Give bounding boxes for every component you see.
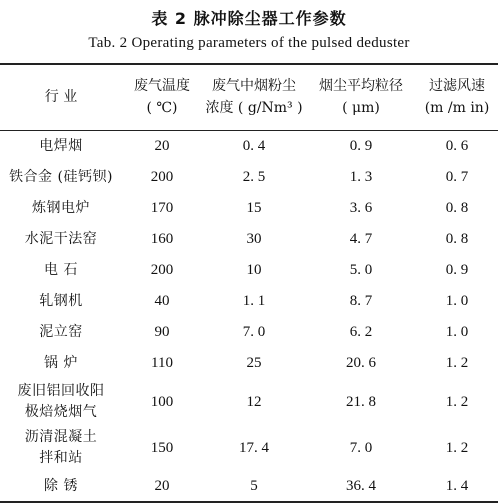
cell-temperature: 20 <box>154 137 170 154</box>
cell-concentration: 10 <box>246 262 262 278</box>
cell-particle-size: 0. 9 <box>349 137 373 154</box>
table-row <box>0 317 498 348</box>
cell-temperature: 170 <box>150 200 174 216</box>
header-filter-velocity-line1: 过滤风速 <box>429 78 485 95</box>
cell-particle-size: 5. 0 <box>349 262 373 278</box>
cell-particle-size: 1. 3 <box>349 169 373 185</box>
cell-industry <box>0 193 122 224</box>
header-concentration <box>202 64 306 130</box>
header-industry: 行 业 <box>44 89 78 106</box>
header-filter-velocity-line2: (m /m in) <box>424 100 490 117</box>
cell-filter-velocity: 0. 8 <box>445 231 469 247</box>
cell-industry <box>0 317 122 348</box>
cell-industry <box>0 224 122 255</box>
header-concentration-line2: 浓度 ( g/Nm³ ) <box>205 100 303 117</box>
cell-temperature: 110 <box>151 355 173 371</box>
table-row <box>0 286 498 317</box>
cell-industry <box>0 255 122 286</box>
cell-industry <box>0 162 122 193</box>
cell-particle-size: 20. 6 <box>346 355 376 371</box>
header-particle-size <box>306 64 416 130</box>
cell-industry-line: 电焊烟 <box>39 137 83 154</box>
cell-temperature: 200 <box>150 262 174 278</box>
cell-industry-line: 泥立窑 <box>39 324 83 340</box>
cell-industry-line: 锅 炉 <box>44 355 78 371</box>
cell-concentration: 0. 4 <box>242 137 266 154</box>
cell-industry <box>0 471 122 502</box>
header-row <box>0 64 498 130</box>
cell-concentration: 7. 0 <box>242 324 266 340</box>
cell-filter-velocity: 1. 2 <box>445 439 469 456</box>
cell-concentration: 17. 4 <box>239 439 269 456</box>
parameters-table <box>0 63 498 503</box>
header-temperature <box>122 64 202 130</box>
header-filter-velocity <box>416 64 498 130</box>
cell-industry-line: 轧钢机 <box>39 293 83 309</box>
header-concentration-line1: 废气中烟粉尘 <box>212 78 296 95</box>
cell-filter-velocity: 0. 8 <box>445 200 469 216</box>
cell-concentration: 25 <box>246 355 262 371</box>
table-body <box>0 130 498 502</box>
table-row <box>0 379 498 425</box>
cell-filter-velocity: 1. 2 <box>445 393 469 410</box>
cell-filter-velocity: 1. 2 <box>445 355 469 371</box>
header-particle-size-line1: 烟尘平均粒径 <box>319 78 403 95</box>
cell-temperature: 100 <box>150 393 174 410</box>
cell-industry-line: 铁合金 (硅钙钡) <box>9 169 113 185</box>
cell-temperature: 160 <box>150 231 174 247</box>
cell-temperature: 90 <box>154 324 170 340</box>
cell-particle-size: 4. 7 <box>349 231 373 247</box>
cell-industry-line: 沥清混凝土 <box>24 429 98 445</box>
cell-industry-line: 电 石 <box>44 262 78 278</box>
cell-concentration: 2. 5 <box>242 169 266 185</box>
cell-industry-line: 水泥干法窑 <box>24 231 98 247</box>
cell-industry <box>0 348 122 379</box>
cell-filter-velocity: 1. 4 <box>445 477 469 494</box>
cell-temperature: 200 <box>150 169 174 185</box>
cell-particle-size: 21. 8 <box>346 393 376 410</box>
cell-industry-line: 废旧铝回收阳 <box>17 383 105 399</box>
cell-particle-size: 3. 6 <box>349 200 373 216</box>
cell-temperature: 20 <box>154 477 170 494</box>
header-particle-size-line2: ( μm) <box>342 100 380 117</box>
cell-concentration: 12 <box>246 393 262 410</box>
cell-concentration: 5 <box>250 477 258 494</box>
header-temperature-line1: 废气温度 <box>134 78 190 95</box>
table-row <box>0 255 498 286</box>
cell-industry-line: 炼钢电炉 <box>32 200 90 216</box>
table-row <box>0 162 498 193</box>
cell-industry-line: 极焙烧烟气 <box>24 404 98 420</box>
table-title-chinese: 表 2 脉冲除尘器工作参数 <box>151 9 347 28</box>
table-title-english: Tab. 2 Operating parameters of the pulsed deduster <box>88 35 410 51</box>
cell-filter-velocity: 0. 6 <box>445 137 469 154</box>
cell-industry <box>0 130 122 162</box>
cell-concentration: 1. 1 <box>242 293 266 309</box>
cell-temperature: 150 <box>150 439 174 456</box>
table-row <box>0 130 498 162</box>
cell-concentration: 15 <box>246 200 262 216</box>
cell-industry <box>0 425 122 471</box>
table-row <box>0 193 498 224</box>
cell-industry <box>0 286 122 317</box>
cell-industry-line: 拌和站 <box>39 450 83 466</box>
cell-filter-velocity: 1. 0 <box>445 324 469 340</box>
header-temperature-line2: ( ℃) <box>146 100 178 117</box>
table-row <box>0 224 498 255</box>
table-row <box>0 471 498 502</box>
table-row <box>0 348 498 379</box>
cell-particle-size: 6. 2 <box>349 324 373 340</box>
cell-filter-velocity: 0. 7 <box>445 169 469 185</box>
cell-temperature: 40 <box>154 293 170 309</box>
table-header <box>0 64 498 130</box>
cell-filter-velocity: 0. 9 <box>445 262 469 278</box>
cell-industry <box>0 379 122 425</box>
cell-concentration: 30 <box>246 231 262 247</box>
cell-particle-size: 8. 7 <box>349 293 373 309</box>
cell-filter-velocity: 1. 0 <box>445 293 469 309</box>
cell-particle-size: 7. 0 <box>349 439 373 456</box>
cell-industry-line: 除 锈 <box>44 477 78 494</box>
cell-particle-size: 36. 4 <box>346 477 376 494</box>
table-row <box>0 425 498 471</box>
